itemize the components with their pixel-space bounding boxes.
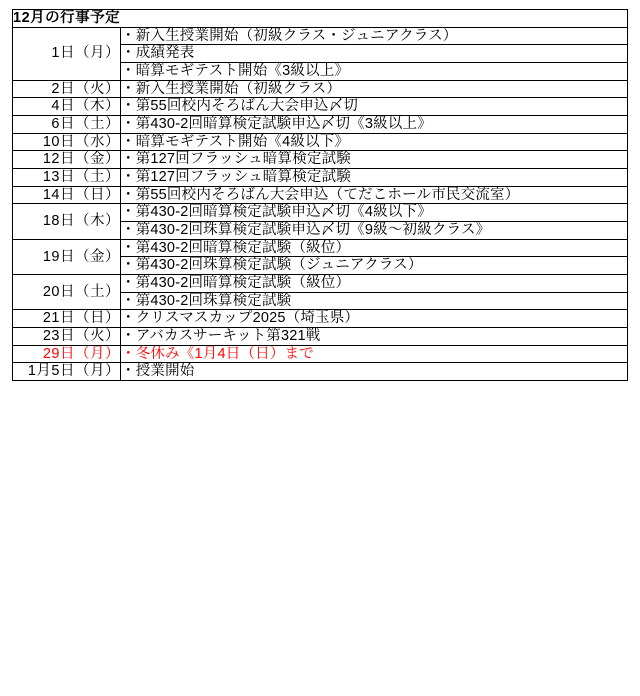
schedule-row	[13, 363, 628, 381]
schedule-row	[13, 310, 628, 328]
date-cell: 12日（金）	[13, 151, 121, 169]
schedule-row	[13, 239, 628, 257]
event-cell: ・第430-2回暗算検定試験（級位）	[121, 275, 628, 293]
event-cell: ・第430-2回暗算検定試験（級位）	[121, 239, 628, 257]
event-cell: ・第430-2回珠算検定試験申込〆切《9級～初級クラス》	[121, 222, 628, 240]
event-cell: ・冬休み《1月4日（日）まで	[121, 345, 628, 363]
schedule-row	[13, 204, 628, 222]
title-row	[13, 10, 628, 28]
date-cell: 20日（土）	[13, 275, 121, 310]
event-cell: ・クリスマスカップ2025（埼玉県）	[121, 310, 628, 328]
date-cell: 10日（水）	[13, 133, 121, 151]
schedule-row	[13, 133, 628, 151]
event-cell: ・アバカスサーキット第321戦	[121, 328, 628, 346]
date-cell: 21日（日）	[13, 310, 121, 328]
schedule-row	[13, 169, 628, 187]
schedule-row	[13, 116, 628, 134]
event-cell: ・第55回校内そろばん大会申込〆切	[121, 98, 628, 116]
schedule-row	[13, 151, 628, 169]
event-cell: ・第430-2回暗算検定試験申込〆切《3級以上》	[121, 116, 628, 134]
event-cell: ・第127回フラッシュ暗算検定試験	[121, 169, 628, 187]
event-cell: ・第430-2回珠算検定試験（ジュニアクラス）	[121, 257, 628, 275]
page-title: 12月の行事予定	[13, 10, 628, 28]
schedule-table-body	[13, 10, 628, 381]
event-cell: ・成績発表	[121, 45, 628, 63]
event-cell: ・第430-2回暗算検定試験申込〆切《4級以下》	[121, 204, 628, 222]
event-cell: ・第430-2回珠算検定試験	[121, 292, 628, 310]
schedule-row	[13, 98, 628, 116]
event-cell: ・第55回校内そろばん大会申込（てだこホール市民交流室）	[121, 186, 628, 204]
schedule-row	[13, 186, 628, 204]
date-cell: 29日（月）	[13, 345, 121, 363]
schedule-row	[13, 27, 628, 45]
date-cell: 18日（木）	[13, 204, 121, 239]
event-cell: ・暗算モギテスト開始《3級以上》	[121, 63, 628, 81]
date-cell: 19日（金）	[13, 239, 121, 274]
schedule-row	[13, 275, 628, 293]
date-cell: 1月5日（月）	[13, 363, 121, 381]
event-cell: ・新入生授業開始（初級クラス）	[121, 80, 628, 98]
date-cell: 4日（木）	[13, 98, 121, 116]
date-cell: 6日（土）	[13, 116, 121, 134]
date-cell: 2日（火）	[13, 80, 121, 98]
schedule-table	[12, 9, 628, 381]
date-cell: 1日（月）	[13, 27, 121, 80]
event-cell: ・新入生授業開始（初級クラス・ジュニアクラス）	[121, 27, 628, 45]
schedule-row	[13, 345, 628, 363]
date-cell: 23日（火）	[13, 328, 121, 346]
schedule-row	[13, 328, 628, 346]
schedule-row	[13, 80, 628, 98]
date-cell: 14日（日）	[13, 186, 121, 204]
date-cell: 13日（土）	[13, 169, 121, 187]
event-cell: ・暗算モギテスト開始《4級以下》	[121, 133, 628, 151]
event-cell: ・第127回フラッシュ暗算検定試験	[121, 151, 628, 169]
event-cell: ・授業開始	[121, 363, 628, 381]
